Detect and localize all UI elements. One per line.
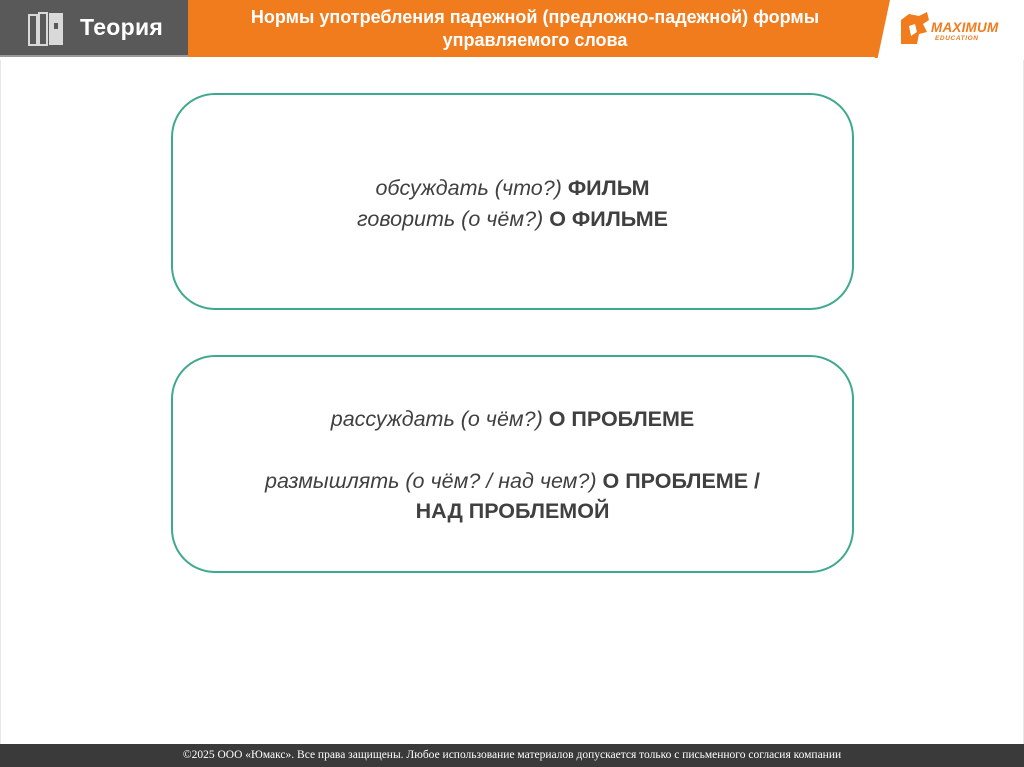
verb-phrase: размышлять (о чём? / над чем?) xyxy=(265,469,603,493)
maximum-logo xyxy=(897,10,1022,50)
logo-subtitle: EDUCATION xyxy=(935,35,979,42)
section-title: Теория xyxy=(80,14,164,40)
slide-title xyxy=(200,6,870,52)
governed-form: О ПРОБЛЕМЕ xyxy=(548,407,695,431)
verb-phrase: говорить (о чём?) xyxy=(357,207,550,231)
copyright-footer: ©2025 ООО «Юмакс». Все права защищены. Любое использование материалов допускается только с письменного согласия компании xyxy=(0,744,1024,767)
card-2-line-3 xyxy=(173,497,852,525)
governed-form: О ПРОБЛЕМЕ / xyxy=(602,469,760,493)
governed-form: О ФИЛЬМЕ xyxy=(549,207,668,231)
books-icon xyxy=(28,11,66,47)
slide-title-line-1: Нормы употребления падежной (предложно-падежной) формы xyxy=(250,7,820,27)
card-1-line-1 xyxy=(173,174,852,202)
example-card-2 xyxy=(171,355,854,573)
slide-header xyxy=(0,0,1024,60)
card-2-line-1 xyxy=(173,405,852,433)
governed-form: ФИЛЬМ xyxy=(567,176,650,200)
logo-name: MAXIMUM xyxy=(931,20,999,35)
example-card-1 xyxy=(171,93,854,310)
card-2-line-2 xyxy=(173,467,852,495)
section-tab xyxy=(0,0,190,57)
slide-title-line-2: управляемого слова xyxy=(442,30,628,50)
card-1-line-2 xyxy=(173,205,852,233)
governed-form: НАД ПРОБЛЕМОЙ xyxy=(415,499,610,523)
logo-mark-icon xyxy=(897,10,933,50)
verb-phrase: рассуждать (о чём?) xyxy=(330,407,549,431)
verb-phrase: обсуждать (что?) xyxy=(375,176,568,200)
